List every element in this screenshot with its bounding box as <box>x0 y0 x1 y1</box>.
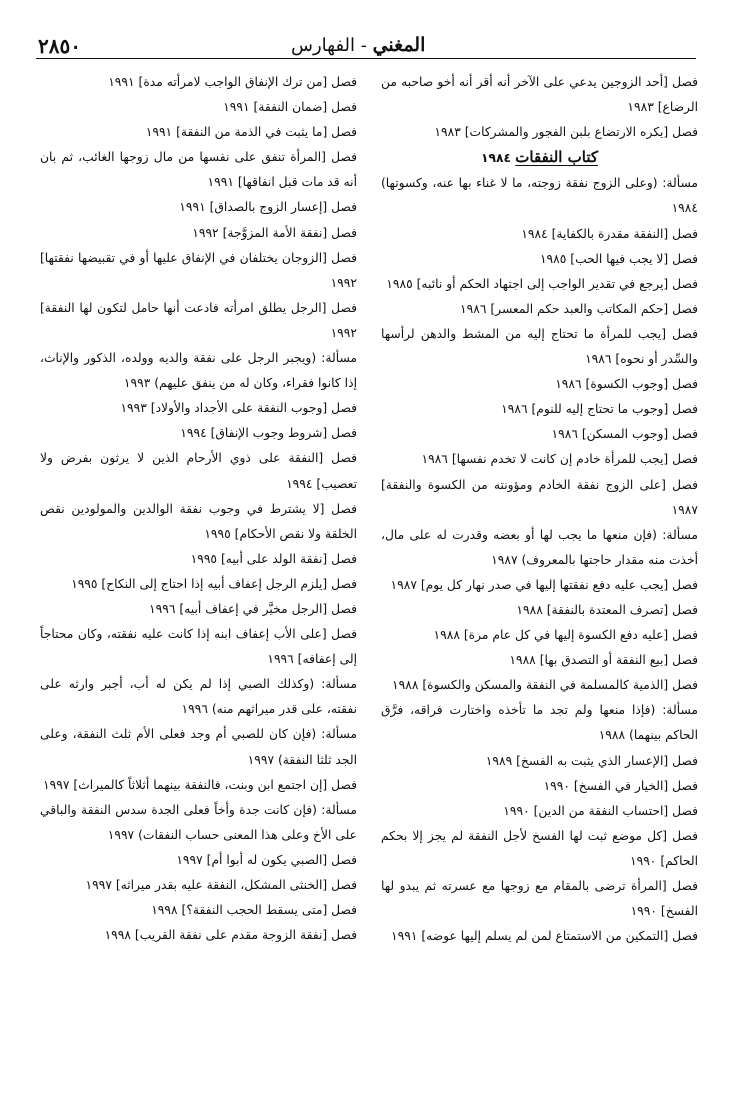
left-column <box>40 70 357 1076</box>
index-entry: مسألة: (فإن كانت جدة وأخاً فعلى الجدة سدس النفقة والباقي على الأخ وعلى هذا المعنى حساب النفقات) ١٩٩٧ <box>40 802 357 842</box>
page-header <box>36 30 696 60</box>
index-entry: فصل [تصرف المعتدة بالنفقة] ١٩٨٨ <box>516 602 698 617</box>
index-entry: فصل [الإعسار الذي يثبت به الفسخ] ١٩٨٩ <box>485 753 698 768</box>
book-section-heading <box>381 145 698 171</box>
index-entry: فصل [إعسار الزوج بالصداق] ١٩٩١ <box>179 200 357 215</box>
index-entry: فصل [وجوب الكسوة] ١٩٨٦ <box>555 377 698 392</box>
index-entry: فصل [الزوجان يختلفان في الإنفاق عليها أو في تقبيضها نفقتها] ١٩٩٢ <box>40 250 357 290</box>
index-entry: فصل [المرأة تنفق على نفسها من مال زوجها الغائب، ثم بان أنه قد مات قبل انفاقها] ١٩٩١ <box>40 150 357 190</box>
index-entry: فصل [الرجل يطلق امرأته فادعت أنها حامل لتكون لها النفقة] ١٩٩٢ <box>40 300 357 340</box>
index-entry: فصل [وجوب ما تحتاج إليه للنوم] ١٩٨٦ <box>501 402 698 417</box>
index-entry: مسألة: (فإن منعها ما يجب لها أو بعضه وقدرت له على مال، أخذت منه مقدار حاجتها بالمعروف) ١٩٨٧ <box>381 527 698 567</box>
index-entry: فصل [أحد الزوجين يدعي على الآخر أنه أقر أنه أخو صاحبه من الرضاع] ١٩٨٣ <box>381 75 698 115</box>
index-entry: فصل [على الأب إعفاف ابنه إذا كانت عليه نفقته، وكان محتاجاً إلى إعفافه] ١٩٩٦ <box>40 627 357 667</box>
index-entry: فصل [كل موضع ثبت لها الفسخ لأجل النفقة لم يجز إلا بحكم الحاكم] ١٩٩٠ <box>381 828 698 868</box>
index-entry: فصل [يكره الارتضاع بلبن الفجور والمشركات] ١٩٨٣ <box>434 125 698 140</box>
index-entry: فصل [التمكين من الاستمتاع لمن لم يسلم إليها عوضه] ١٩٩١ <box>391 929 698 944</box>
index-entry: فصل [الصبي يكون له أبوا أم] ١٩٩٧ <box>176 852 357 867</box>
header-rule <box>36 58 696 59</box>
index-entry: فصل [ضمان النفقة] ١٩٩١ <box>223 100 357 115</box>
index-entry: فصل [احتساب النفقة من الدين] ١٩٩٠ <box>503 803 698 818</box>
index-entry: فصل [الذمية كالمسلمة في النفقة والمسكن والكسوة] ١٩٨٨ <box>392 678 698 693</box>
index-entry: فصل [نفقة الزوجة مقدم على نفقة القريب] ١٩٩٨ <box>104 928 357 943</box>
index-entry: مسألة: (ويجبر الرجل على نفقة والديه وولده، الذكور والإناث، إذا كانوا فقراء، وكان له من ينفق عليهم) ١٩٩٣ <box>40 351 357 391</box>
book-title: المغني <box>372 34 426 56</box>
index-entry: فصل [يلزم الرجل إعفاف أبيه إذا احتاج إلى النكاح] ١٩٩٥ <box>71 576 357 591</box>
index-entry: فصل [وجوب المسكن] ١٩٨٦ <box>551 427 698 442</box>
index-entry: فصل [إن اجتمع ابن وبنت، فالنفقة بينهما أثلاثاً كالميراث] ١٩٩٧ <box>43 777 357 792</box>
index-entry: فصل [بيع النفقة أو التصدق بها] ١٩٨٨ <box>509 653 698 668</box>
index-entry: فصل [يرجع في تقدير الواجب إلى اجتهاد الحكم أو نائبه] ١٩٨٥ <box>386 276 698 291</box>
index-entry: مسألة: (فإن كان للصبي أم وجد فعلى الأم ثلث النفقة، وعلى الجد ثلثا النفقة) ١٩٩٧ <box>40 727 357 767</box>
index-entry: مسألة: (وعلى الزوج نفقة زوجته، ما لا غناء بها عنه، وكسوتها) ١٩٨٤ <box>381 176 698 216</box>
index-entry: فصل [من ترك الإنفاق الواجب لامرأته مدة] ١٩٩١ <box>108 75 357 89</box>
right-column <box>381 70 698 1076</box>
index-entry: فصل [المرأة ترضى بالمقام مع زوجها مع عسرته ثم يبدو لها الفسخ] ١٩٩٠ <box>381 879 698 919</box>
section-title: الفهارس <box>291 35 356 56</box>
index-entry: فصل [لا يجب فيها الحب] ١٩٨٥ <box>539 251 698 266</box>
section-heading-page: ١٩٨٤ <box>480 151 516 166</box>
index-columns <box>40 70 698 1076</box>
index-entry: فصل [الخيار في الفسخ] ١٩٩٠ <box>543 778 698 793</box>
index-entry: فصل [شروط وجوب الإنفاق] ١٩٩٤ <box>180 426 357 441</box>
index-entry: فصل [يجب عليه دفع نفقتها إليها في صدر نهار كل يوم] ١٩٨٧ <box>390 577 698 592</box>
index-entry: مسألة: (وكذلك الصبي إذا لم يكن له أب، أجبر وارثه على نفقته، على قدر ميراثهم منه) ١٩٩٦ <box>40 677 357 717</box>
index-entry: فصل [الرجل مخيَّر في إعفاف أبيه] ١٩٩٦ <box>149 601 357 616</box>
page-number: ٢٨٥٠ <box>38 34 81 58</box>
index-entry: فصل [متى يسقط الحجب النفقة؟] ١٩٩٨ <box>151 903 357 918</box>
index-entry: فصل [النفقة على ذوي الأرحام الذين لا يرثون بفرض ولا تعصيب] ١٩٩٤ <box>40 451 357 491</box>
section-heading-title: كتاب النفقات <box>515 148 599 167</box>
title-separator: - <box>355 35 373 56</box>
index-entry: فصل [نفقة الأمة المزوَّجة] ١٩٩٢ <box>192 225 357 240</box>
index-entry: فصل [ما يثبت في الذمة من النفقة] ١٩٩١ <box>145 125 357 140</box>
index-entry: فصل [الخنثى المشكل، النفقة عليه بقدر ميراثه] ١٩٩٧ <box>85 878 357 892</box>
index-entry: فصل [يجب للمرأة ما تحتاج إليه من المشط والدهن لرأسها والسِّدر أو نحوه] ١٩٨٦ <box>381 326 698 367</box>
index-entry: فصل [حكم المكاتب والعبد حكم المعسر] ١٩٨٦ <box>460 301 698 316</box>
index-entry: فصل [على الزوج نفقة الخادم ومؤونته من الكسوة والنفقة] ١٩٨٧ <box>381 477 698 517</box>
running-title <box>291 34 425 56</box>
index-entry: فصل [يجب للمرأة خادم إن كانت لا تخدم نفسها] ١٩٨٦ <box>421 452 698 467</box>
index-entry: فصل [نفقة الولد على أبيه] ١٩٩٥ <box>190 551 357 566</box>
index-entry: فصل [لا يشترط في وجوب نفقة الوالدين والمولودين نقص الخلقة ولا نقص الأحكام] ١٩٩٥ <box>40 501 357 541</box>
index-entry: فصل [وجوب النفقة على الأجداد والأولاد] ١٩٩٣ <box>120 401 357 416</box>
index-entry: فصل [النفقة مقدرة بالكفاية] ١٩٨٤ <box>521 226 698 241</box>
index-entry: فصل [عليه دفع الكسوة إليها في كل عام مرة] ١٩٨٨ <box>433 628 698 643</box>
index-entry: مسألة: (فإذا منعها ولم تجد ما تأخذه واختارت فراقه، فرَّق الحاكم بينهما) ١٩٨٨ <box>381 703 698 743</box>
